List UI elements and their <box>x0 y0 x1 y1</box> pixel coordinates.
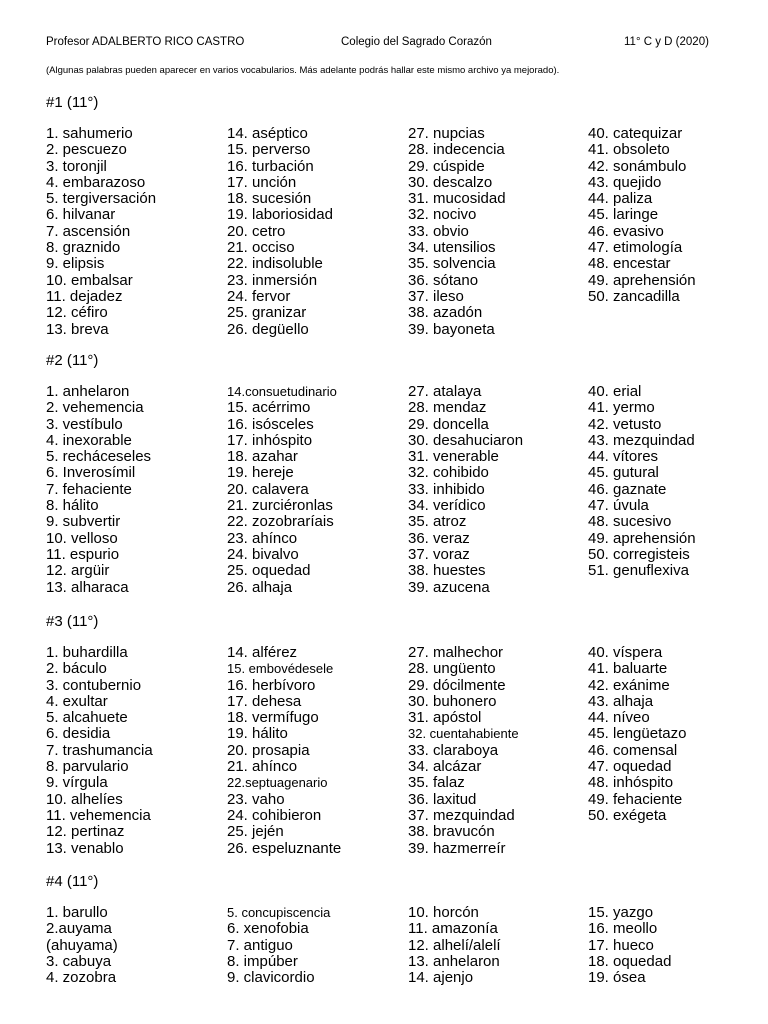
vocabulary-word: 28. indecencia <box>408 141 505 159</box>
vocabulary-word: 42. exánime <box>588 676 670 694</box>
vocabulary-word: 32. nocivo <box>408 206 477 224</box>
vocabulary-word: 5. concupiscencia <box>227 905 331 920</box>
vocabulary-word: 15. acérrimo <box>227 399 311 417</box>
vocabulary-word: 18. oquedad <box>588 952 672 970</box>
vocabulary-word: 4. exultar <box>46 692 108 710</box>
vocabulary-word: 8. parvulario <box>46 758 129 776</box>
vocabulary-word: 1. sahumerio <box>46 125 133 142</box>
vocabulary-word: 9. vírgula <box>46 774 108 792</box>
vocabulary-word: 10. embalsar <box>46 271 133 289</box>
vocabulary-word: 49. aprehensión <box>588 529 696 547</box>
vocabulary-word: 19. ósea <box>588 969 646 987</box>
vocabulary-word: 29. doncella <box>408 415 489 433</box>
vocabulary-word: 15. yazgo <box>588 904 654 921</box>
vocabulary-word: 47. oquedad <box>588 758 672 776</box>
vocabulary-word: 35. solvencia <box>408 255 496 273</box>
word-column <box>408 905 501 986</box>
vocabulary-word: 49. fehaciente <box>588 790 683 808</box>
vocabulary-word: 44. vítores <box>588 448 659 466</box>
vocabulary-word: 8. hálito <box>46 497 99 515</box>
vocabulary-word: 17. inhóspito <box>227 431 313 449</box>
vocabulary-word: 25. jején <box>227 823 284 841</box>
vocabulary-word: 43. mezquindad <box>588 431 695 449</box>
intro-note: (Algunas palabras pueden aparecer en varios vocabularios. Más adelante podrás hallar este mismo archivo ya mejorado). <box>46 65 560 76</box>
vocabulary-word: 11. amazonía <box>408 920 498 938</box>
vocabulary-word: 22. zozobraríais <box>227 513 334 531</box>
word-column <box>227 384 337 596</box>
vocabulary-word: 13. breva <box>46 320 109 338</box>
vocabulary-word: 46. gaznate <box>588 480 667 498</box>
vocabulary-word: 21. zurciéronlas <box>227 497 333 515</box>
section-title: #3 (11°) <box>46 613 99 630</box>
vocabulary-word: 4. embarazoso <box>46 173 146 191</box>
vocabulary-word: 32. cohibido <box>408 464 489 482</box>
vocabulary-word: 28. mendaz <box>408 399 487 417</box>
vocabulary-word: 1. anhelaron <box>46 383 130 400</box>
vocabulary-word: 35. atroz <box>408 513 467 531</box>
vocabulary-word: 7. fehaciente <box>46 480 132 498</box>
vocabulary-word: 48. inhóspito <box>588 774 674 792</box>
vocabulary-word: 39. hazmerreír <box>408 839 506 857</box>
vocabulary-word: 11. vehemencia <box>46 806 151 824</box>
vocabulary-word: 39. azucena <box>408 578 490 596</box>
vocabulary-word: 16. isósceles <box>227 415 314 433</box>
vocabulary-word: 49. aprehensión <box>588 271 696 289</box>
vocabulary-word: 50. exégeta <box>588 806 667 824</box>
vocabulary-word: 7. ascensión <box>46 222 131 240</box>
vocabulary-word: 26. alhaja <box>227 578 293 596</box>
vocabulary-word: 46. evasivo <box>588 222 664 240</box>
vocabulary-word: 33. inhibido <box>408 480 485 498</box>
vocabulary-word: 28. ungüento <box>408 660 496 678</box>
word-column <box>588 126 696 305</box>
vocabulary-word: 13. venablo <box>46 839 124 857</box>
vocabulary-word: 18. azahar <box>227 448 298 466</box>
vocabulary-word: 12. alhelí/alelí <box>408 936 501 954</box>
vocabulary-word: 7. antiguo <box>227 936 293 954</box>
vocabulary-word: 40. catequizar <box>588 125 683 142</box>
vocabulary-word: 24. bivalvo <box>227 545 299 563</box>
vocabulary-word: 20. prosapia <box>227 741 310 759</box>
word-column <box>227 645 341 857</box>
vocabulary-word: 13. alharaca <box>46 578 129 596</box>
vocabulary-word: 44. níveo <box>588 709 650 727</box>
vocabulary-word: 4. zozobra <box>46 969 117 987</box>
vocabulary-word: 23. inmersión <box>227 271 318 289</box>
vocabulary-word: 47. úvula <box>588 497 649 515</box>
word-column <box>588 645 686 824</box>
vocabulary-word: 51. genuflexiva <box>588 562 689 580</box>
vocabulary-word: 45. laringe <box>588 206 659 224</box>
vocabulary-word: 3. cabuya <box>46 952 112 970</box>
vocabulary-word: 12. céfiro <box>46 304 108 322</box>
vocabulary-word: 24. fervor <box>227 287 291 305</box>
vocabulary-word: 27. nupcias <box>408 125 485 142</box>
grade-label: 11° C y D (2020) <box>624 36 709 48</box>
word-column <box>46 384 151 596</box>
vocabulary-word: 23. ahínco <box>227 529 298 547</box>
vocabulary-word: 33. obvio <box>408 222 469 240</box>
vocabulary-word: 1. buhardilla <box>46 644 128 661</box>
vocabulary-word: 3. vestíbulo <box>46 415 123 433</box>
word-column <box>408 384 523 596</box>
vocabulary-word: 17. hueco <box>588 936 654 954</box>
word-column <box>46 905 118 986</box>
vocabulary-word: 36. sótano <box>408 271 479 289</box>
vocabulary-word: 31. apóstol <box>408 709 482 727</box>
vocabulary-word: 19. hálito <box>227 725 288 743</box>
vocabulary-word: 18. sucesión <box>227 190 312 208</box>
vocabulary-word: 21. ahínco <box>227 758 298 776</box>
vocabulary-word: 38. azadón <box>408 304 483 322</box>
vocabulary-word: 9. subvertir <box>46 513 121 531</box>
word-column <box>408 126 506 338</box>
vocabulary-word: 34. utensilios <box>408 239 496 257</box>
vocabulary-word: 45. gutural <box>588 464 659 482</box>
vocabulary-word: 40. víspera <box>588 644 663 661</box>
vocabulary-word: 12. argüir <box>46 562 110 580</box>
vocabulary-word: 8. graznido <box>46 239 121 257</box>
vocabulary-word: 2.auyama <box>46 920 112 938</box>
vocabulary-word: 10. velloso <box>46 529 118 547</box>
vocabulary-word: 2. báculo <box>46 660 107 678</box>
vocabulary-word: 5. recháceseles <box>46 448 152 466</box>
teacher-name: Profesor ADALBERTO RICO CASTRO <box>46 36 245 48</box>
vocabulary-word: 41. obsoleto <box>588 141 670 159</box>
vocabulary-word: 29. dócilmente <box>408 676 506 694</box>
vocabulary-word: 16. meollo <box>588 920 658 938</box>
vocabulary-word: 20. cetro <box>227 222 286 240</box>
vocabulary-word: 5. alcahuete <box>46 709 128 727</box>
vocabulary-word: 6. Inverosímil <box>46 464 136 482</box>
vocabulary-word: 26. espeluznante <box>227 839 342 857</box>
vocabulary-word: 38. bravucón <box>408 823 495 841</box>
vocabulary-word: 45. lengüetazo <box>588 725 687 743</box>
vocabulary-word: (ahuyama) <box>46 936 118 954</box>
vocabulary-word: 30. descalzo <box>408 173 493 191</box>
vocabulary-word: 6. hilvanar <box>46 206 116 224</box>
word-column <box>46 645 153 857</box>
vocabulary-word: 13. anhelaron <box>408 952 500 970</box>
vocabulary-word: 36. veraz <box>408 529 470 547</box>
vocabulary-word: 11. dejadez <box>46 287 123 305</box>
vocabulary-word: 14. aséptico <box>227 125 308 142</box>
vocabulary-word: 21. occiso <box>227 239 295 257</box>
vocabulary-word: 48. sucesivo <box>588 513 672 531</box>
section-title: #4 (11°) <box>46 873 99 890</box>
vocabulary-word: 42. sonámbulo <box>588 157 687 175</box>
vocabulary-word: 34. verídico <box>408 497 486 515</box>
vocabulary-word: 14. ajenjo <box>408 969 474 987</box>
word-column <box>46 126 156 338</box>
vocabulary-word: 43. quejido <box>588 173 662 191</box>
section-title: #1 (11°) <box>46 94 99 111</box>
vocabulary-word: 37. voraz <box>408 545 470 563</box>
vocabulary-word: 9. clavicordio <box>227 969 315 987</box>
word-column <box>227 126 333 338</box>
vocabulary-word: 26. degüello <box>227 320 309 338</box>
vocabulary-word: 17. unción <box>227 173 297 191</box>
vocabulary-word: 41. yermo <box>588 399 655 417</box>
vocabulary-word: 48. encestar <box>588 255 671 273</box>
vocabulary-word: 31. venerable <box>408 448 499 466</box>
vocabulary-word: 34. alcázar <box>408 758 482 776</box>
vocabulary-word: 5. tergiversación <box>46 190 157 208</box>
vocabulary-word: 8. impúber <box>227 952 298 970</box>
vocabulary-word: 37. mezquindad <box>408 806 515 824</box>
vocabulary-word: 25. oquedad <box>227 562 311 580</box>
vocabulary-word: 37. ileso <box>408 287 464 305</box>
vocabulary-word: 20. calavera <box>227 480 309 498</box>
vocabulary-word: 2. pescuezo <box>46 141 127 159</box>
vocabulary-word: 35. falaz <box>408 774 465 792</box>
vocabulary-word: 42. vetusto <box>588 415 662 433</box>
vocabulary-word: 16. herbívoro <box>227 676 316 694</box>
vocabulary-word: 10. horcón <box>408 904 479 921</box>
vocabulary-word: 31. mucosidad <box>408 190 506 208</box>
vocabulary-word: 40. erial <box>588 383 642 400</box>
word-column <box>227 905 330 986</box>
vocabulary-word: 7. trashumancia <box>46 741 153 759</box>
vocabulary-word: 27. atalaya <box>408 383 482 400</box>
vocabulary-word: 15. embovédesele <box>227 661 334 677</box>
vocabulary-word: 14.consuetudinario <box>227 384 337 399</box>
vocabulary-word: 14. alférez <box>227 644 298 661</box>
vocabulary-word: 3. toronjil <box>46 157 107 175</box>
vocabulary-word: 23. vaho <box>227 790 285 808</box>
vocabulary-word: 44. paliza <box>588 190 653 208</box>
vocabulary-word: 24. cohibieron <box>227 806 322 824</box>
vocabulary-word: 36. laxitud <box>408 790 477 808</box>
vocabulary-word: 4. inexorable <box>46 431 132 449</box>
vocabulary-word: 22. indisoluble <box>227 255 323 273</box>
vocabulary-word: 30. desahuciaron <box>408 431 524 449</box>
vocabulary-word: 11. espurio <box>46 545 120 563</box>
vocabulary-word: 27. malhechor <box>408 644 504 661</box>
vocabulary-word: 43. alhaja <box>588 692 654 710</box>
word-column <box>408 645 519 857</box>
word-column <box>588 384 696 580</box>
vocabulary-word: 47. etimología <box>588 239 683 257</box>
vocabulary-word: 19. hereje <box>227 464 294 482</box>
vocabulary-word: 30. buhonero <box>408 692 497 710</box>
vocabulary-word: 46. comensal <box>588 741 678 759</box>
vocabulary-word: 18. vermífugo <box>227 709 319 727</box>
vocabulary-word: 12. pertinaz <box>46 823 125 841</box>
vocabulary-word: 17. dehesa <box>227 692 302 710</box>
school-name: Colegio del Sagrado Corazón <box>341 36 492 48</box>
vocabulary-word: 19. laboriosidad <box>227 206 333 224</box>
vocabulary-word: 38. huestes <box>408 562 486 580</box>
vocabulary-word: 10. alhelíes <box>46 790 123 808</box>
vocabulary-word: 41. baluarte <box>588 660 668 678</box>
vocabulary-word: 39. bayoneta <box>408 320 495 338</box>
word-column <box>588 905 671 986</box>
vocabulary-word: 22.septuagenario <box>227 775 328 791</box>
vocabulary-word: 2. vehemencia <box>46 399 144 417</box>
section-title: #2 (11°) <box>46 352 99 369</box>
vocabulary-word: 32. cuentahabiente <box>408 726 519 742</box>
vocabulary-word: 25. granizar <box>227 304 307 322</box>
vocabulary-word: 3. contubernio <box>46 676 142 694</box>
vocabulary-word: 1. barullo <box>46 904 108 921</box>
vocabulary-word: 9. elipsis <box>46 255 105 273</box>
vocabulary-word: 16. turbación <box>227 157 314 175</box>
vocabulary-word: 50. corregisteis <box>588 545 690 563</box>
vocabulary-word: 29. cúspide <box>408 157 485 175</box>
vocabulary-word: 15. perverso <box>227 141 311 159</box>
vocabulary-word: 50. zancadilla <box>588 287 680 305</box>
vocabulary-word: 6. desidia <box>46 725 111 743</box>
vocabulary-word: 33. claraboya <box>408 741 499 759</box>
vocabulary-word: 6. xenofobia <box>227 920 309 938</box>
